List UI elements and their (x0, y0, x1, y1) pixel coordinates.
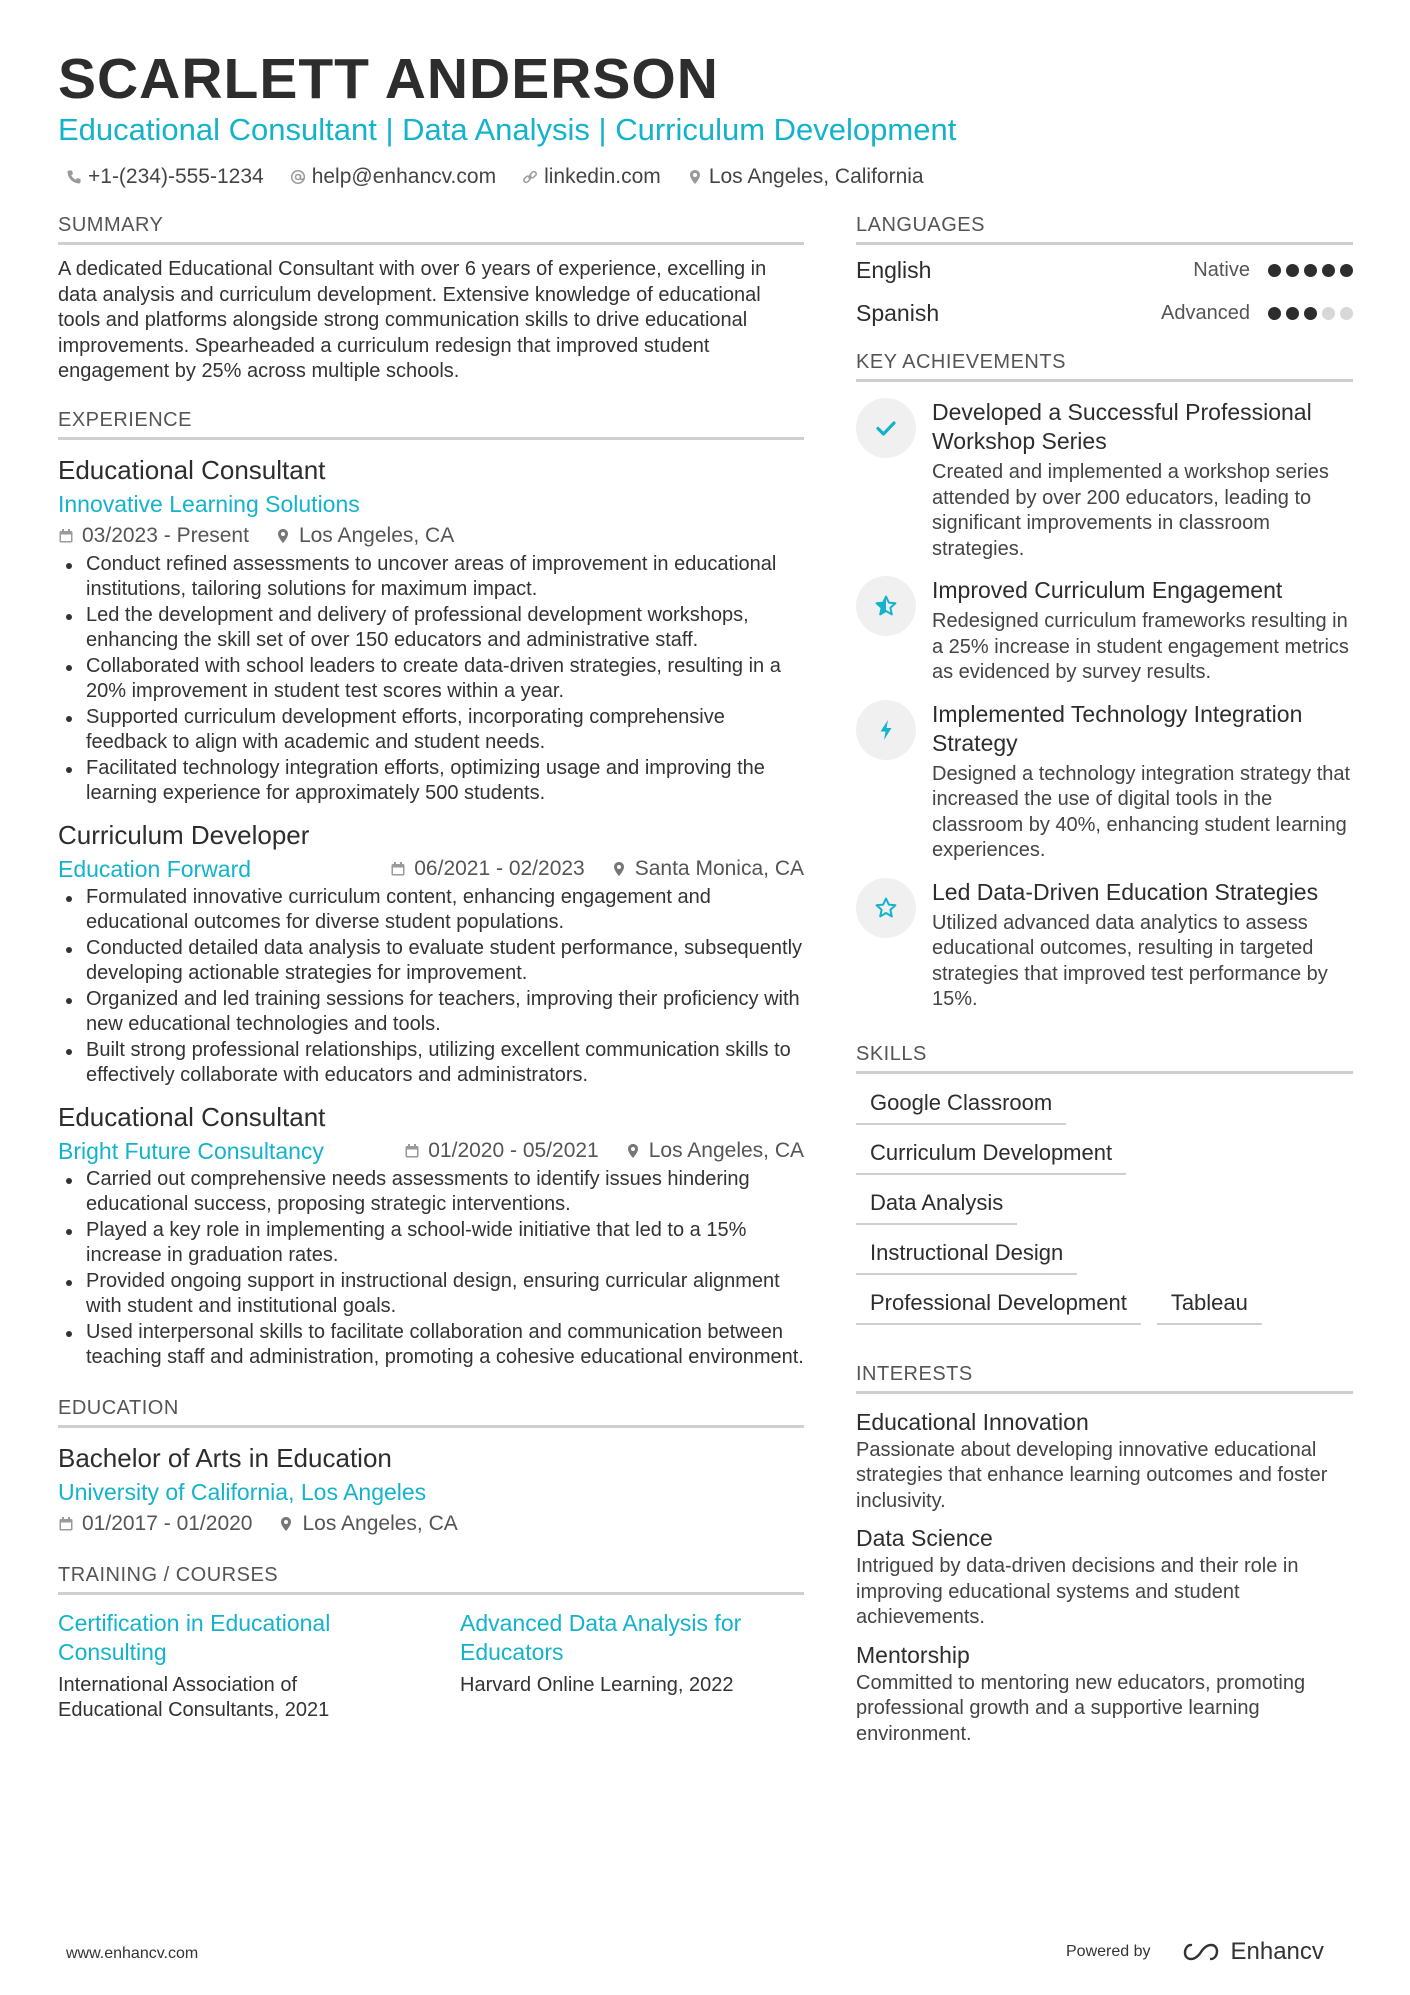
proficiency-dot (1322, 264, 1335, 277)
language-level: Advanced (1161, 302, 1250, 324)
job-bullet: Used interpersonal skills to facilitate collaboration and communication between teaching staff and administration, promoting a cohesive educational environment. (86, 1320, 804, 1371)
linkedin-text: linkedin.com (544, 165, 661, 188)
education-heading: EDUCATION (58, 1395, 804, 1428)
proficiency-dot (1304, 307, 1317, 320)
proficiency-dot (1340, 307, 1353, 320)
company-name: Bright Future Consultancy (58, 1137, 324, 1164)
skill-tag: Data Analysis (856, 1188, 1017, 1225)
job-bullets (58, 1167, 804, 1371)
language-item (856, 292, 1353, 335)
job-location-text: Los Angeles, CA (298, 523, 455, 547)
powered-by-text: Powered by (1066, 1943, 1151, 1960)
job-dates (390, 853, 584, 885)
star-outline-icon (874, 896, 898, 920)
job-dates-text: 03/2023 - Present (82, 523, 249, 547)
brand-logo[interactable] (1179, 1938, 1324, 1966)
skill-tag: Curriculum Development (856, 1138, 1126, 1175)
training-desc: Harvard Online Learning, 2022 (460, 1673, 734, 1696)
training-title: Advanced Data Analysis for Educators (460, 1609, 742, 1665)
training-item (460, 1609, 804, 1724)
candidate-headline: Educational Consultant | Data Analysis | Curriculum Development (58, 112, 957, 147)
job-bullet: Collaborated with school leaders to create data-driven strategies, resulting in a 20% improvement in student test scores within a year. (86, 654, 804, 705)
job-bullet: Led the development and delivery of professional development workshops, enhancing the skill set of over 150 educators and administrative staff. (86, 603, 804, 654)
achievement-title: Implemented Technology Integration Strategy (932, 700, 1303, 756)
job-bullet: Supported curriculum development efforts, incorporating comprehensive feedback to align with academic and student needs. (86, 705, 804, 756)
experience-entry (58, 817, 804, 1089)
education-location-text: Los Angeles, CA (302, 1511, 458, 1535)
phone-text: +1-(234)-555-1234 (88, 165, 264, 188)
summary-section (58, 212, 804, 385)
lightning-icon (874, 718, 898, 742)
interest-item (856, 1406, 1353, 1515)
proficiency-dot (1322, 307, 1335, 320)
contact-location (687, 165, 924, 189)
skills-section (856, 1041, 1353, 1325)
training-list (58, 1609, 804, 1724)
company-name: Education Forward (58, 855, 252, 882)
achievement-item (856, 398, 1353, 562)
job-location (625, 1135, 804, 1167)
languages-section (856, 212, 1353, 335)
skills-list (856, 1088, 1353, 1325)
summary-heading: SUMMARY (58, 212, 804, 245)
contact-linkedin[interactable] (522, 165, 661, 189)
interests-section (856, 1361, 1353, 1748)
interest-title: Educational Innovation (856, 1408, 1089, 1435)
proficiency-dot (1286, 307, 1299, 320)
location-pin-icon (275, 528, 291, 544)
location-pin-icon (278, 1516, 294, 1532)
training-section (58, 1562, 804, 1724)
education-section (58, 1395, 804, 1540)
interest-desc: Committed to mentoring new educators, promoting professional growth and a supportive learning environment. (856, 1671, 1306, 1745)
calendar-icon (390, 861, 406, 877)
achievement-desc: Designed a technology integration strategy that increased the use of digital tools in the classroom by 40%, enhancing student learning experiences. (932, 762, 1351, 861)
location-pin-icon (625, 1143, 641, 1159)
proficiency-dots (1268, 307, 1353, 320)
achievement-icon-badge (856, 878, 916, 938)
proficiency-dot (1268, 264, 1281, 277)
training-desc: International Association of Educational Consultants, 2021 (58, 1673, 330, 1721)
languages-heading: LANGUAGES (856, 212, 1353, 245)
contact-email[interactable] (290, 165, 496, 189)
job-bullet: Conducted detailed data analysis to evaluate student performance, subsequently developing actionable strategies for improvement. (86, 936, 804, 987)
job-meta (404, 1135, 804, 1167)
achievement-icon-badge (856, 700, 916, 760)
job-bullet: Built strong professional relationships, utilizing excellent communication skills to effectively collaborate with educators and administrators. (86, 1038, 804, 1089)
achievement-item (856, 878, 1353, 1013)
calendar-icon (404, 1143, 420, 1159)
phone-icon (66, 169, 82, 185)
job-bullets (58, 885, 804, 1089)
location-pin-icon (611, 861, 627, 877)
at-icon (290, 169, 306, 185)
company-name: Innovative Learning Solutions (58, 490, 360, 517)
achievement-desc: Redesigned curriculum frameworks resulting in a 25% increase in student engagement metrics as evidenced by survey results. (932, 610, 1349, 683)
proficiency-dot (1340, 264, 1353, 277)
footer-website[interactable]: www.enhancv.com (66, 1945, 199, 1962)
experience-heading: EXPERIENCE (58, 407, 804, 440)
job-bullet: Facilitated technology integration efforts, optimizing usage and improving the learning experience for approximately 500 students. (86, 756, 804, 807)
training-item (58, 1609, 402, 1724)
achievements-heading: KEY ACHIEVEMENTS (856, 349, 1353, 382)
enhancv-logo-icon (1179, 1941, 1223, 1963)
job-location (611, 853, 804, 885)
skill-tag: Tableau (1157, 1288, 1262, 1325)
check-icon (874, 416, 898, 440)
achievement-item (856, 700, 1353, 864)
training-title: Certification in Educational Consulting (58, 1609, 331, 1665)
achievement-title: Improved Curriculum Engagement (932, 577, 1283, 603)
interest-item (856, 1639, 1353, 1748)
skill-tag: Professional Development (856, 1288, 1141, 1325)
job-location-text: Santa Monica, CA (634, 856, 804, 880)
right-column (856, 212, 1353, 1747)
contact-phone[interactable] (66, 165, 264, 189)
interest-title: Mentorship (856, 1641, 970, 1668)
proficiency-dot (1286, 264, 1299, 277)
interests-heading: INTERESTS (856, 1361, 1353, 1394)
achievement-desc: Utilized advanced data analytics to assess educational outcomes, resulting in targeted strategies that improved test performance by 15%. (932, 911, 1328, 1010)
job-bullet: Conduct refined assessments to uncover areas of improvement in educational institutions, tailoring solutions for maximum impact. (86, 552, 804, 603)
location-pin-icon (687, 169, 703, 185)
skill-tag: Google Classroom (856, 1088, 1066, 1125)
achievement-icon-badge (856, 576, 916, 636)
experience-entry (58, 1099, 804, 1371)
experience-entry (58, 452, 804, 807)
achievement-icon-badge (856, 398, 916, 458)
education-location (278, 1508, 457, 1540)
job-meta (58, 520, 804, 552)
job-bullet: Carried out comprehensive needs assessments to identify issues hindering educational success, proposing strategic interventions. (86, 1167, 804, 1218)
job-title: Educational Consultant (58, 1101, 326, 1132)
star-half-icon (874, 594, 898, 618)
location-text: Los Angeles, California (708, 165, 924, 188)
left-column (58, 212, 804, 1724)
education-dates-text: 01/2017 - 01/2020 (82, 1511, 253, 1535)
language-name: Spanish (856, 300, 940, 326)
proficiency-dot (1304, 264, 1317, 277)
interest-desc: Passionate about developing innovative educational strategies that enhance learning outcomes and foster inclusivity. (856, 1438, 1328, 1512)
proficiency-dot (1268, 307, 1281, 320)
calendar-icon (58, 1516, 74, 1532)
company-row (58, 853, 804, 885)
calendar-icon (58, 528, 74, 544)
job-dates (404, 1135, 598, 1167)
school-name: University of California, Los Angeles (58, 1478, 427, 1505)
candidate-name: SCARLETT ANDERSON (58, 47, 719, 111)
training-heading: TRAINING / COURSES (58, 1562, 804, 1595)
job-dates (58, 520, 249, 552)
education-dates (58, 1508, 252, 1540)
skill-tag: Instructional Design (856, 1238, 1077, 1275)
job-bullet: Provided ongoing support in instructional design, ensuring curricular alignment with student and institutional goals. (86, 1269, 804, 1320)
job-dates-text: 06/2021 - 02/2023 (414, 856, 585, 880)
experience-section (58, 407, 804, 1371)
job-meta (390, 853, 804, 885)
interest-item (856, 1522, 1353, 1631)
language-item (856, 249, 1353, 292)
footer-branding (1066, 1938, 1324, 1966)
company-row (58, 1135, 804, 1167)
education-meta (58, 1508, 804, 1540)
interest-title: Data Science (856, 1525, 993, 1551)
brand-name: Enhancv (1230, 1938, 1324, 1965)
job-title: Educational Consultant (58, 454, 326, 485)
interest-desc: Intrigued by data-driven decisions and their role in improving educational systems and student achievements. (856, 1555, 1299, 1628)
achievement-desc: Created and implemented a workshop series attended by over 200 educators, leading to significant improvements in classroom strategies. (932, 461, 1329, 560)
achievements-section (856, 349, 1353, 1013)
job-bullet: Organized and led training sessions for teachers, improving their proficiency with new educational technologies and tools. (86, 987, 804, 1038)
contact-bar (66, 162, 924, 192)
job-bullets (58, 552, 804, 807)
degree-title: Bachelor of Arts in Education (58, 1442, 392, 1473)
email-text: help@enhancv.com (311, 165, 497, 188)
language-level: Native (1193, 259, 1250, 281)
job-title: Curriculum Developer (58, 819, 310, 850)
summary-text: A dedicated Educational Consultant with over 6 years of experience, excelling in data analysis and curriculum development. Extensive knowledge of educational tools and platforms alongside strong communication skills to drive educational improvements. Spearheaded a curriculum redesign that improved student engagement by 25% across multiple schools. (58, 258, 767, 382)
language-name: English (856, 257, 932, 283)
job-location (275, 520, 454, 552)
job-bullet: Formulated innovative curriculum content, enhancing engagement and educational outcomes for diverse student populations. (86, 885, 804, 936)
skills-heading: SKILLS (856, 1041, 1353, 1074)
link-icon (522, 169, 538, 185)
achievement-title: Developed a Successful Professional Workshop Series (932, 399, 1312, 454)
achievement-title: Led Data-Driven Education Strategies (932, 878, 1319, 905)
proficiency-dots (1268, 264, 1353, 277)
job-dates-text: 01/2020 - 05/2021 (428, 1138, 599, 1162)
achievement-item (856, 576, 1353, 686)
job-location-text: Los Angeles, CA (648, 1138, 804, 1162)
language-list (856, 249, 1353, 335)
job-bullet: Played a key role in implementing a school-wide initiative that led to a 15% increase in graduation rates. (86, 1218, 804, 1269)
